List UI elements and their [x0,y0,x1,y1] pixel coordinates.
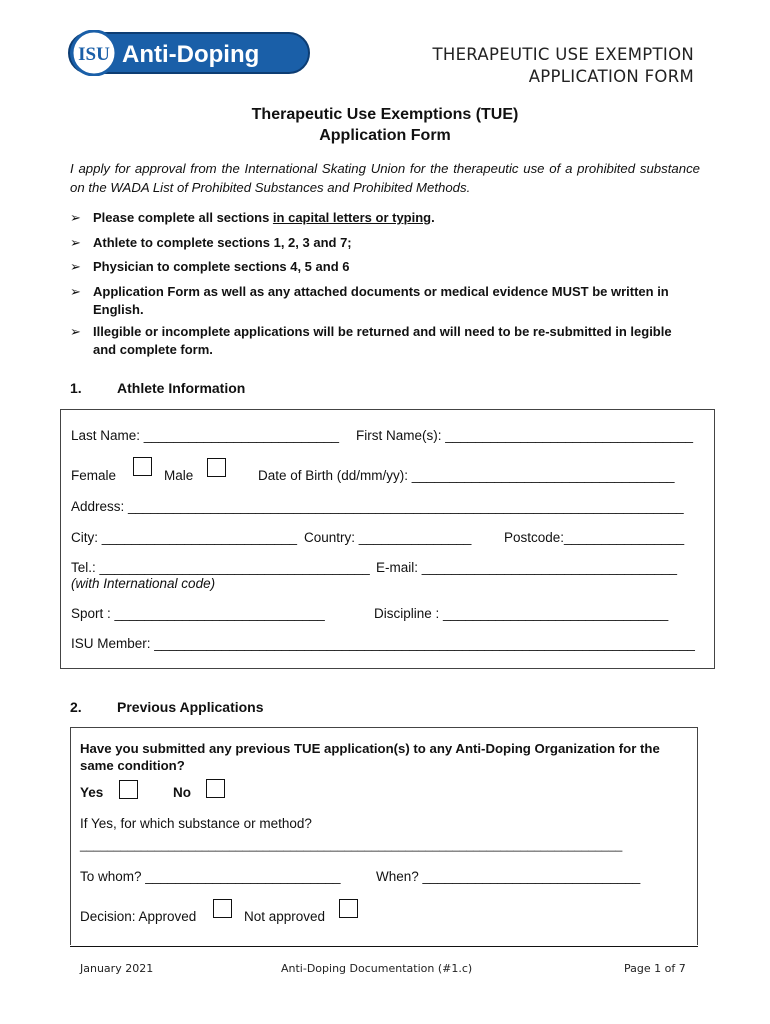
form-header-line1: THERAPEUTIC USE EXEMPTION [432,45,694,64]
male-label: Male [164,468,194,483]
logo-brand: ISU [78,44,110,65]
first-name-field[interactable]: First Name(s): _________________________________ [356,428,694,443]
section-2-left-border [70,727,71,945]
yes-label: Yes [80,785,104,800]
section-2-heading: 2. Previous Applications [70,699,264,715]
section-2-top-border [70,727,697,728]
footer-page-number: Page 1 of 7 [624,962,686,975]
email-field[interactable]: E-mail: __________________________________ [376,560,678,575]
isu-member-field[interactable]: ISU Member: ________________________________________________________________________ [71,636,695,651]
instruction-item [70,209,680,227]
yes-checkbox[interactable] [119,780,138,799]
form-header-line2: APPLICATION FORM [528,67,694,86]
no-label: No [173,785,191,800]
tel-note: (with International code) [71,576,216,591]
sport-field[interactable]: Sport : ____________________________ [71,606,325,621]
instruction-item [70,234,680,252]
to-whom-field[interactable]: To whom? __________________________ [80,869,341,884]
last-name-field[interactable]: Last Name: __________________________ [71,428,339,443]
approved-checkbox[interactable] [213,899,232,918]
tel-field[interactable]: Tel.: ____________________________________ [71,560,370,575]
address-field[interactable]: Address: __________________________________________________________________________ [71,499,684,514]
date-of-birth-field[interactable]: Date of Birth (dd/mm/yy): ___________________________________ [258,468,675,483]
not-approved-label: Not approved [244,909,326,924]
arrow-bullet-icon: ➢ [70,284,81,299]
instruction-text: Athlete to complete sections 1, 2, 3 and 7; [93,235,352,250]
instruction-text: Illegible or incomplete applications will be returned and will need to be re-submitted in legible and complete form. [93,324,672,357]
country-field[interactable]: Country: _______________ [304,530,472,545]
arrow-bullet-icon: ➢ [70,210,81,225]
no-checkbox[interactable] [206,779,225,798]
instruction-text: Please complete all sections in capital letters or typing. [93,210,435,225]
footer-date: January 2021 [80,962,154,975]
not-approved-checkbox[interactable] [339,899,358,918]
decision-approved-label: Decision: Approved [80,909,197,924]
previous-application-question: Have you submitted any previous TUE application(s) to any Anti-Doping Organization for the same condition? [80,741,660,773]
logo-text: Anti-Doping [122,41,260,68]
postcode-field[interactable]: Postcode:________________ [504,530,685,545]
page-subtitle: Application Form [319,127,451,144]
logo-graphic [68,30,310,76]
when-field[interactable]: When? _____________________________ [376,869,641,884]
female-checkbox[interactable] [133,457,152,476]
city-field[interactable]: City: __________________________ [71,530,297,545]
section-1-heading: 1. Athlete Information [70,380,246,396]
male-checkbox[interactable] [207,458,226,477]
arrow-bullet-icon: ➢ [70,259,81,274]
arrow-bullet-icon: ➢ [70,324,81,339]
arrow-bullet-icon: ➢ [70,235,81,250]
instruction-item [70,283,680,319]
discipline-field[interactable]: Discipline : ______________________________ [374,606,669,621]
instruction-text: Application Form as well as any attached documents or medical evidence MUST be written in English. [93,284,669,317]
female-label: Female [71,468,117,483]
instruction-text: Physician to complete sections 4, 5 and 6 [93,259,350,274]
intro-statement: I apply for approval from the International Skating Union for the therapeutic use of a prohibited substance on the WADA List of Prohibited Substances and Prohibited Methods. [70,161,700,195]
isu-anti-doping-logo [68,30,310,76]
footer-document-ref: Anti-Doping Documentation (#1.c) [281,962,473,975]
instruction-item [70,323,680,359]
substance-question: If Yes, for which substance or method? [80,816,312,831]
footer-divider [70,946,698,947]
substance-field[interactable]: ________________________________________________________________________________ [80,838,623,852]
section-2-right-border [697,727,698,945]
instruction-item [70,258,680,276]
page-title: Therapeutic Use Exemptions (TUE) [251,106,519,123]
